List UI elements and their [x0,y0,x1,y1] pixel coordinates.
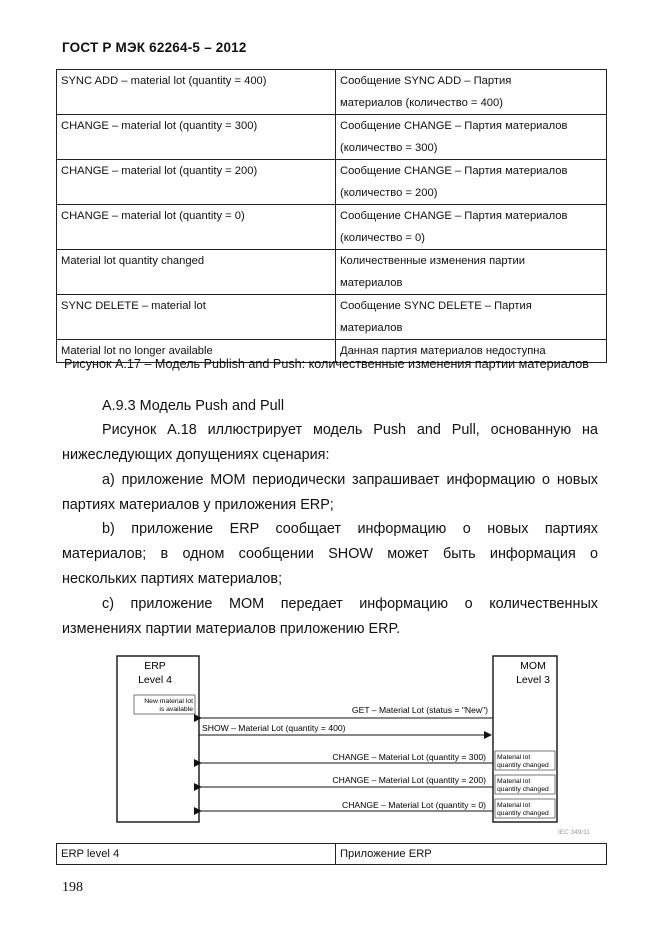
qc-note-2-line-1: Material lot [497,778,531,785]
msg-show-label: SHOW – Material Lot (quantity = 400) [202,723,346,733]
table-cell-ru-line: Сообщение CHANGE – Партия материалов [340,120,568,132]
table-cell-ru-line: Сообщение CHANGE – Партия материалов [340,210,568,222]
table-cell-en: CHANGE – material lot (quantity = 200) [57,160,336,205]
note-line-1: New material lot [144,698,193,705]
table-cell-ru-line: материалов [340,277,403,289]
msg-get-label: GET – Material Lot (status = "New") [351,705,488,715]
table-cell-ru-line: Сообщение SYNC DELETE – Партия [340,300,532,312]
qc-note-2-line-2: quantity changed [497,786,549,793]
table-cell-en: SYNC ADD – material lot (quantity = 400) [57,70,336,115]
erp-level: Level 4 [138,674,172,686]
item-b-line-3: нескольких партиях материалов; [62,571,283,587]
table-cell-ru-line: (количество = 0) [340,232,426,244]
figure-caption: Рисунок А.17 – Модель Publish and Push: количественные изменения партии материалов [64,357,589,371]
table-cell-ru-line: Количественные изменения партии [340,255,525,267]
intro-line-2: нижеследующих допущениях сценария: [62,447,330,463]
document-header: ГОСТ Р МЭК 62264-5 – 2012 [62,40,247,55]
qc-note-3-line-1: Material lot [497,802,531,809]
translation-table-bottom [56,843,607,865]
table-cell-ru-line: (количество = 300) [340,142,438,154]
table-cell-ru: Приложение ERP [336,844,607,865]
table-cell-en: ERP level 4 [57,844,336,865]
table-cell-ru-line: Данная партия материалов недоступна [340,345,546,357]
table-cell-ru-line: (количество = 200) [340,187,438,199]
page-number: 198 [62,880,83,895]
table-cell-ru-line: материалов [340,322,403,334]
msg-change1-label: CHANGE – Material Lot (quantity = 300) [332,752,486,762]
erp-name: ERP [144,660,166,672]
intro-line-1: Рисунок А.18 иллюстрирует модель Push and Pull, основанную на [102,422,598,438]
section-heading: А.9.3 Модель Push and Pull [102,398,285,414]
item-c-line-1: с) приложение МОМ передает информацию о количественных [102,596,598,612]
table-cell-ru-line: Сообщение SYNC ADD – Партия [340,75,512,87]
mom-name: MOM [520,660,546,672]
table-cell-ru-line: материалов (количество = 400) [340,97,503,109]
table-cell-en: Material lot quantity changed [57,250,336,295]
table-row [57,844,607,865]
item-a-line-1: а) приложение МОМ периодически запрашивает информацию о новых [102,472,598,488]
qc-note-3-line-2: quantity changed [497,810,549,817]
msg-change3-label: CHANGE – Material Lot (quantity = 0) [341,800,486,810]
table-cell-ru-line: Сообщение CHANGE – Партия материалов [340,165,568,177]
msg-change2-label: CHANGE – Material Lot (quantity = 200) [332,775,486,785]
note-line-2: is available [159,706,193,713]
figure-code: IEC 349/11 [557,829,590,836]
item-c-line-2: изменениях партии материалов приложению ERP. [62,621,401,637]
table-cell-en: Material lot no longer available [57,340,336,363]
table-cell-en: CHANGE – material lot (quantity = 0) [57,205,336,250]
table-cell-en: CHANGE – material lot (quantity = 300) [57,115,336,160]
item-b-line-2: материалов; в одном сообщении SHOW может быть информация о [62,546,598,562]
qc-note-1-line-1: Material lot [497,754,531,761]
item-b-line-1: b) приложение ERP сообщает информацию о новых партиях [102,521,598,537]
mom-level: Level 3 [516,674,550,686]
item-a-line-2: партиях материалов у приложения ERP; [62,497,334,513]
qc-note-1-line-2: quantity changed [497,762,549,769]
table-cell-en: SYNC DELETE – material lot [57,295,336,340]
